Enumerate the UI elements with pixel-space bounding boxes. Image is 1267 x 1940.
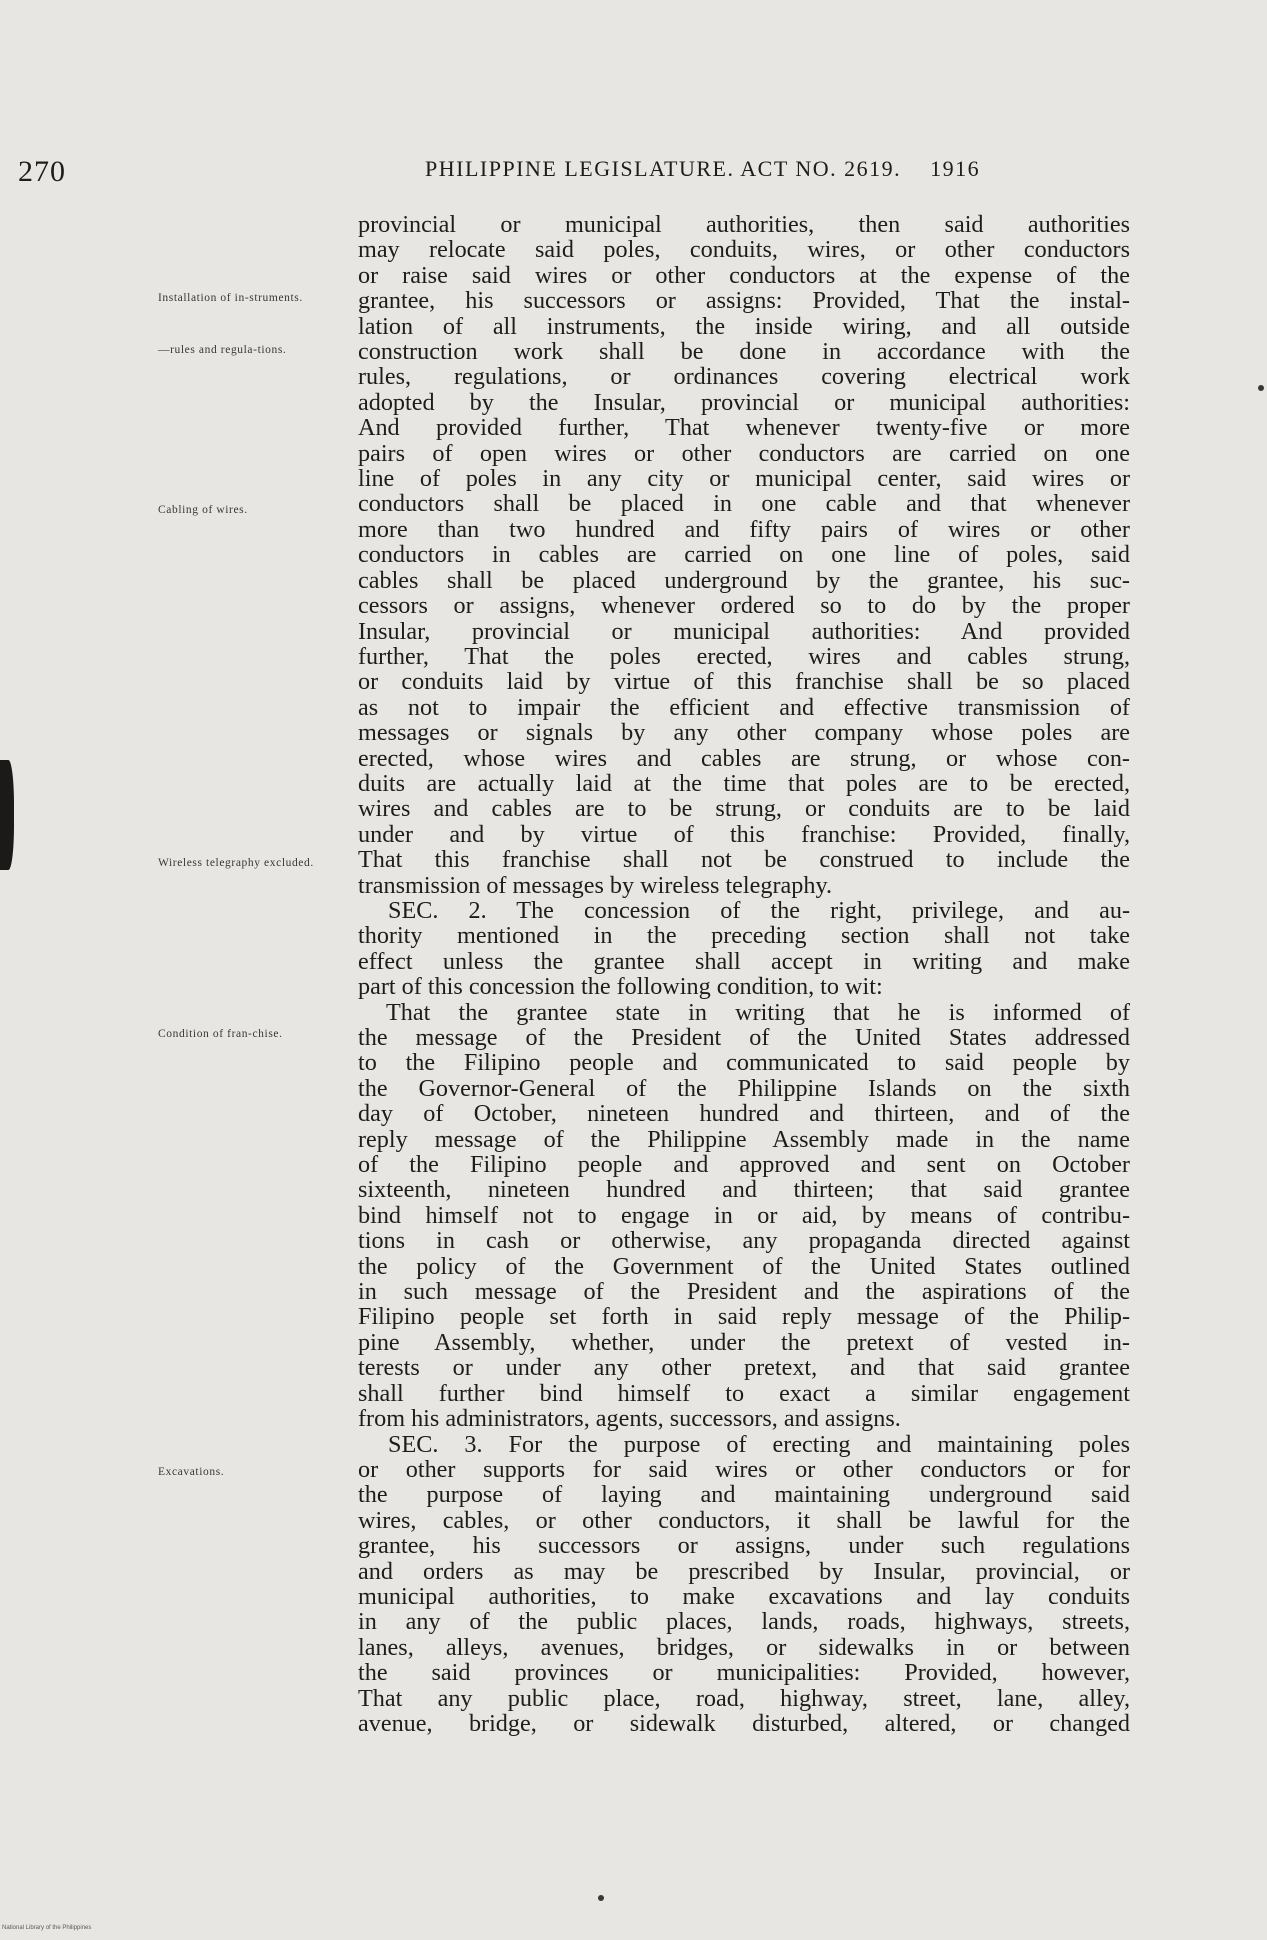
body-line: rules, regulations, or ordinances covering electrical work xyxy=(358,364,1130,390)
body-line: lanes, alleys, avenues, bridges, or sidewalks in or between xyxy=(358,1634,1130,1661)
body-line: from his administrators, agents, successors, and assigns. xyxy=(358,1406,901,1432)
body-line: of the Filipino people and approved and sent on October xyxy=(358,1152,1130,1178)
body-line: Insular, provincial or municipal authorities: And provided xyxy=(358,618,1130,644)
body-line: pine Assembly, whether, under the pretext of vested in- xyxy=(358,1329,1130,1356)
section-3-start: SEC. 3. For the purpose of erecting and maintaining poles xyxy=(388,1431,1130,1457)
body-line: adopted by the Insular, provincial or municipal authorities: xyxy=(358,389,1130,416)
running-year: 1916 xyxy=(930,156,981,181)
scan-speck xyxy=(1258,385,1264,391)
body-line: That any public place, road, highway, street, lane, alley, xyxy=(358,1685,1130,1711)
body-line: provincial or municipal authorities, then said authorities xyxy=(358,212,1130,238)
body-line: more than two hundred and fifty pairs of wires or other xyxy=(358,516,1130,543)
body-line: lation of all instruments, the inside wiring, and all outside xyxy=(358,313,1130,340)
body-line: cables shall be placed underground by the grantee, his suc- xyxy=(358,567,1130,594)
body-line: That this franchise shall not be construed to include the xyxy=(358,847,1130,873)
body-line: sixteenth, nineteen hundred and thirteen; that said grantee xyxy=(358,1177,1130,1203)
body-line: the said provinces or municipalities: Provided, however, xyxy=(358,1660,1130,1686)
body-line: the Governor-General of the Philippine Islands on the sixth xyxy=(358,1075,1130,1102)
body-line: conductors in cables are carried on one line of poles, said xyxy=(358,542,1130,568)
margin-note-wireless: Wireless telegraphy excluded. xyxy=(158,857,314,869)
margin-note-condition: Condition of fran-chise. xyxy=(158,1028,283,1040)
body-line: reply message of the Philippine Assembly made in the name xyxy=(358,1126,1130,1153)
body-line: in such message of the President and the aspirations of the xyxy=(358,1279,1130,1305)
body-line: or conduits laid by virtue of this franchise shall be so placed xyxy=(358,669,1130,695)
body-line: grantee, his successors or assigns, under such regulations xyxy=(358,1533,1130,1559)
body-line: Filipino people set forth in said reply message of the Philip- xyxy=(358,1304,1130,1330)
body-line: municipal authorities, to make excavations and lay conduits xyxy=(358,1583,1130,1610)
footer-credit: National Library of the Philippines xyxy=(2,1925,92,1931)
body-line: as not to impair the efficient and effective transmission of xyxy=(358,694,1130,721)
body-line: line of poles in any city or municipal center, said wires or xyxy=(358,466,1130,492)
margin-note-rules: —rules and regula-tions. xyxy=(158,344,287,356)
body-line: further, That the poles erected, wires and cables strung, xyxy=(358,643,1130,670)
running-head xyxy=(425,156,980,182)
page-number: 270 xyxy=(18,155,66,188)
body-line: to the Filipino people and communicated to said people by xyxy=(358,1050,1130,1076)
body-line: the policy of the Government of the United States outlined xyxy=(358,1253,1130,1280)
body-line: day of October, nineteen hundred and thirteen, and of the xyxy=(358,1101,1130,1127)
body-line: conductors shall be placed in one cable and that whenever xyxy=(358,491,1130,517)
margin-note-excavations: Excavations. xyxy=(158,1466,225,1478)
scan-speck xyxy=(598,1895,604,1901)
section-2-start: SEC. 2. The concession of the right, privilege, and au- xyxy=(388,897,1130,924)
body-line: terests or under any other pretext, and that said grantee xyxy=(358,1355,1130,1381)
body-line: the purpose of laying and maintaining underground said xyxy=(358,1482,1130,1508)
body-line: grantee, his successors or assigns: Provided, That the instal- xyxy=(358,288,1130,314)
body-line: in any of the public places, lands, roads, highways, streets, xyxy=(358,1609,1130,1635)
body-line: part of this concession the following condition, to wit: xyxy=(358,974,883,1000)
body-line: tions in cash or otherwise, any propaganda directed against xyxy=(358,1228,1130,1254)
body-line: effect unless the grantee shall accept in writing and make xyxy=(358,948,1130,975)
body-line: shall further bind himself to exact a similar engagement xyxy=(358,1380,1130,1407)
body-line: wires, cables, or other conductors, it shall be lawful for the xyxy=(358,1507,1130,1534)
body-line: pairs of open wires or other conductors are carried on one xyxy=(358,440,1130,467)
body-line: and orders as may be prescribed by Insular, provincial, or xyxy=(358,1558,1130,1584)
body-line: messages or signals by any other company whose poles are xyxy=(358,720,1130,746)
body-line: wires and cables are to be strung, or conduits are to be laid xyxy=(358,796,1130,822)
body-line: the message of the President of the United States addressed xyxy=(358,1025,1130,1051)
body-line: thority mentioned in the preceding section shall not take xyxy=(358,923,1130,949)
body-line: duits are actually laid at the time that poles are to be erected, xyxy=(358,770,1130,797)
margin-note-cabling: Cabling of wires. xyxy=(158,504,248,516)
body-line: transmission of messages by wireless telegraphy. xyxy=(358,872,833,898)
scan-edge-mark xyxy=(0,760,14,870)
body-line: And provided further, That whenever twenty-five or more xyxy=(358,415,1130,441)
body-line: avenue, bridge, or sidewalk disturbed, altered, or changed xyxy=(358,1710,1130,1737)
body-line: or other supports for said wires or other conductors or for xyxy=(358,1456,1130,1483)
running-title: PHILIPPINE LEGISLATURE. ACT NO. 2619. xyxy=(425,156,902,181)
body-line: may relocate said poles, conduits, wires, or other conductors xyxy=(358,237,1130,263)
body-line: bind himself not to engage in or aid, by means of contribu- xyxy=(358,1202,1130,1229)
margin-note-installation: Installation of in-struments. xyxy=(158,292,303,304)
body-line: erected, whose wires and cables are strung, or whose con- xyxy=(358,745,1130,771)
body-line: cessors or assigns, whenever ordered so to do by the proper xyxy=(358,593,1130,619)
body-line: That the grantee state in writing that he is informed of xyxy=(386,999,1130,1025)
body-line: construction work shall be done in accordance with the xyxy=(358,339,1130,365)
body-line: under and by virtue of this franchise: Provided, finally, xyxy=(358,821,1130,848)
body-text xyxy=(358,212,1130,1736)
body-line: or raise said wires or other conductors at the expense of the xyxy=(358,262,1130,289)
